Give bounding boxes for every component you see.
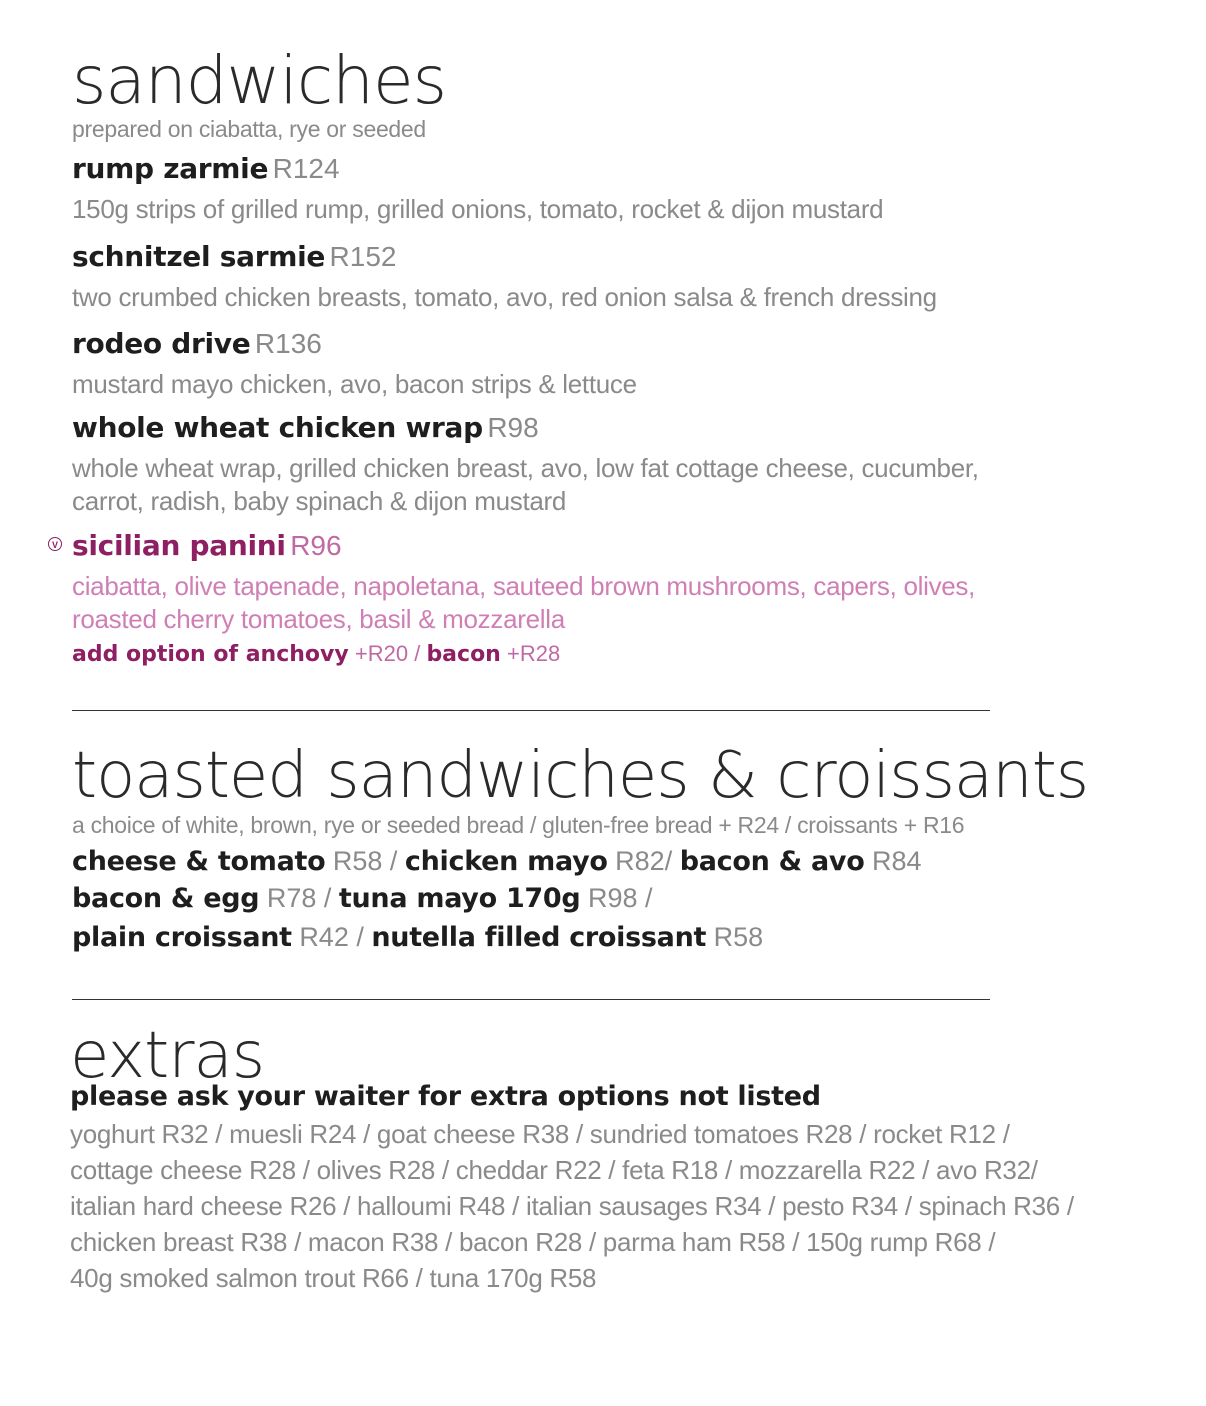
item-description — [72, 368, 1072, 401]
toasted-separator: / — [637, 883, 653, 913]
menu-item-rodeo-drive — [72, 327, 1072, 401]
toasted-item-name: tuna mayo 170g — [338, 883, 581, 914]
item-description — [72, 452, 1072, 518]
item-name: rump zarmie — [72, 152, 269, 185]
addon-bacon-label: bacon — [426, 642, 501, 667]
sandwiches-title: sandwiches — [72, 42, 446, 119]
toasted-item-name: chicken mayo — [404, 846, 608, 877]
item-desc-line: whole wheat wrap, grilled chicken breast, avo, low fat cottage cheese, cucumber, — [72, 453, 979, 483]
item-price: R124 — [272, 153, 340, 184]
item-desc-line: carrot, radish, baby spinach & dijon mustard — [72, 486, 567, 516]
item-description — [72, 193, 1072, 226]
item-price: R152 — [329, 241, 397, 272]
toasted-item-price: R78 — [266, 883, 317, 913]
extras-line: italian hard cheese R26 / halloumi R48 / italian sausages R34 / pesto R34 / spinach R36 / — [70, 1191, 1074, 1221]
toasted-subtitle: a choice of white, brown, rye or seeded bread / gluten-free bread + R24 / croissants + R16 — [72, 812, 965, 838]
addon-anchovy-label: add option of anchovy — [72, 642, 349, 667]
toasted-item-name: bacon & egg — [72, 883, 260, 914]
item-name: schnitzel sarmie — [72, 240, 326, 273]
toasted-item-name: bacon & avo — [679, 846, 865, 877]
extras-note: please ask your waiter for extra options not listed — [70, 1081, 821, 1112]
toasted-item-price: R82 — [615, 846, 665, 876]
extras-line: chicken breast R38 / macon R38 / bacon R28 / parma ham R58 / 150g rump R68 / — [70, 1227, 996, 1257]
toasted-separator: / — [348, 922, 372, 952]
item-desc-line: roasted cherry tomatoes, basil & mozzarella — [72, 604, 565, 634]
addon-bacon-price: +R28 — [506, 641, 561, 666]
toasted-item-price: R58 — [332, 846, 383, 876]
menu-item-rump-zarmie — [72, 152, 1072, 226]
toasted-line — [72, 843, 922, 880]
toasted-title: toasted sandwiches & croissants — [72, 739, 1089, 813]
section-divider — [72, 999, 990, 1000]
toasted-item-name: nutella filled croissant — [371, 922, 707, 953]
addon-options — [72, 638, 1072, 671]
item-price: R98 — [487, 412, 539, 443]
menu-item-sicilian-panini — [51, 529, 1072, 671]
menu-item-schnitzel-sarmie — [72, 240, 1072, 314]
extras-line: 40g smoked salmon trout R66 / tuna 170g R58 — [70, 1263, 597, 1293]
item-desc-line: 150g strips of grilled rump, grilled onions, tomato, rocket & dijon mustard — [72, 194, 884, 224]
toasted-item-price: R98 — [587, 883, 638, 913]
toasted-separator: / — [664, 846, 680, 876]
toasted-item-name: cheese & tomato — [72, 846, 326, 877]
item-name: rodeo drive — [72, 327, 251, 360]
item-desc-line: ciabatta, olive tapenade, napoletana, sauteed brown mushrooms, capers, olives, — [72, 571, 976, 601]
toasted-item-price: R42 — [299, 922, 349, 952]
item-price: R136 — [254, 328, 322, 359]
extras-list — [70, 1116, 1180, 1296]
extras-title: extras — [70, 1019, 265, 1093]
toasted-item-name: plain croissant — [72, 922, 292, 953]
toasted-separator: / — [316, 883, 339, 913]
item-name: sicilian panini — [72, 529, 286, 562]
extras-line: yoghurt R32 / muesli R24 / goat cheese R38 / sundried tomatoes R28 / rocket R12 / — [70, 1119, 1010, 1149]
vegetarian-icon: V — [48, 537, 62, 551]
addon-anchovy-price: +R20 — [354, 641, 409, 666]
extras-line: cottage cheese R28 / olives R28 / cheddar R22 / feta R18 / mozzarella R22 / avo R32/ — [70, 1155, 1038, 1185]
toasted-item-price: R58 — [713, 922, 764, 952]
section-divider — [72, 710, 990, 711]
addon-separator: / — [414, 641, 421, 666]
item-desc-line: mustard mayo chicken, avo, bacon strips & lettuce — [72, 369, 637, 399]
item-description — [72, 570, 1072, 636]
menu-item-whole-wheat-chicken-wrap — [72, 411, 1072, 518]
sandwiches-subtitle: prepared on ciabatta, rye or seeded — [72, 116, 426, 142]
toasted-item-price: R84 — [871, 846, 922, 876]
item-description — [72, 281, 1072, 314]
toasted-separator: / — [382, 846, 405, 876]
item-desc-line: two crumbed chicken breasts, tomato, avo, red onion salsa & french dressing — [72, 282, 937, 312]
toasted-line — [72, 880, 653, 917]
item-price: R96 — [290, 530, 342, 561]
toasted-line — [72, 919, 763, 956]
item-name: whole wheat chicken wrap — [72, 411, 483, 444]
